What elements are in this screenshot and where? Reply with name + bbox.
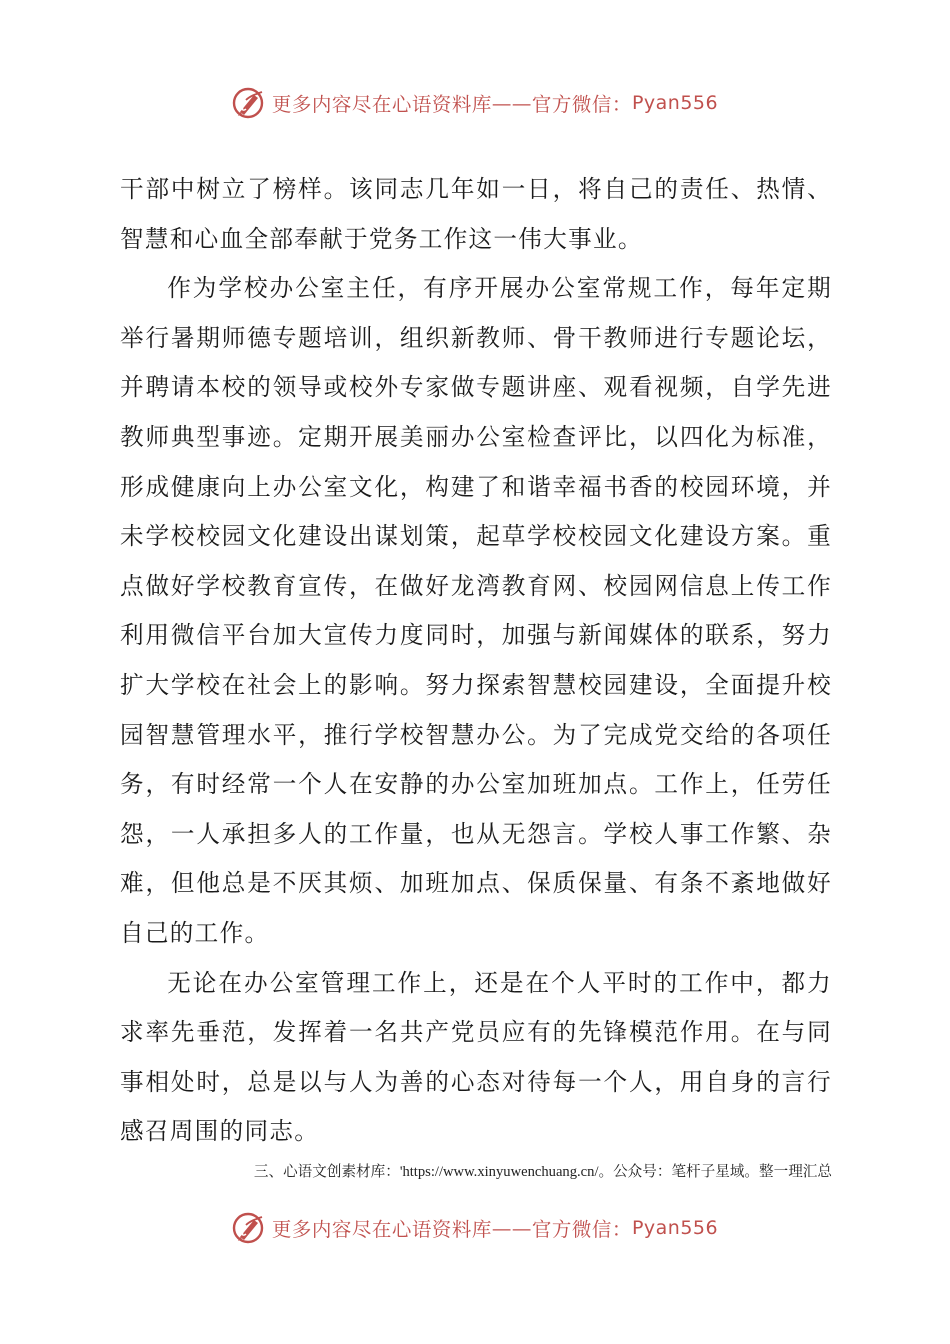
watermark-contact-id: Pyan556 xyxy=(631,1217,719,1239)
footer-watermark xyxy=(0,1208,950,1248)
footer-note: 三、心语文创素材库：'https://www.xinyuwenchuang.cn/。公众号：笔杆子星域。整一理汇总 xyxy=(253,1164,832,1180)
paragraph-3: 无论在办公室管理工作上，还是在个人平时的工作中，都力求率先垂范，发挥着一名共产党员应有的先锋模范作用。在与同事相处时，总是以与人为善的心态对待每一个人，用自身的言行感召周围的同志。 xyxy=(120,968,832,1146)
paragraph-1: 干部中树立了榜样。该同志几年如一日，将自己的责任、热情、智慧和心血全部奉献于党务工作这一伟大事业。 xyxy=(120,175,832,253)
header-watermark xyxy=(0,83,950,123)
watermark-text: 更多内容尽在心语资料库 xyxy=(271,1218,492,1241)
document-body xyxy=(120,165,832,1157)
watermark-contact-label: 官方微信： xyxy=(531,1218,632,1241)
watermark-contact-id: Pyan556 xyxy=(631,92,719,114)
pen-logo-icon xyxy=(232,86,266,120)
pen-logo-icon xyxy=(232,1211,266,1245)
watermark-separator: —— xyxy=(491,91,532,115)
watermark-separator: —— xyxy=(491,1216,532,1240)
paragraph-2: 作为学校办公室主任，有序开展办公室常规工作，每年定期举行暑期师德专题培训，组织新教师、骨干教师进行专题论坛，并聘请本校的领导或校外专家做专题讲座、观看视频，自学先进教师典型事迹。定期开展美丽办公室检查评比，以四化为标准，形成健康向上办公室文化，构建了和谐幸福书香的校园环境，并未学校校园文化建设出谋划策，起草学校校园文化建设方案。重点做好学校教育宣传，在做好龙湾教育网、校园网信息上传工作利用微信平台加大宣传力度同时，加强与新闻媒体的联系，努力扩大学校在社会上的影响。努力探索智慧校园建设，全面提升校园智慧管理水平，推行学校智慧办公。为了完成党交给的各项任务，有时经常一个人在安静的办公室加班加点。工作上，任劳任怨，一人承担多人的工作量，也从无怨言。学校人事工作繁、杂难，但他总是不厌其烦、加班加点、保质保量、有条不紊地做好自己的工作。 xyxy=(120,274,832,947)
watermark-text: 更多内容尽在心语资料库 xyxy=(271,93,492,116)
watermark-contact-label: 官方微信： xyxy=(531,93,632,116)
